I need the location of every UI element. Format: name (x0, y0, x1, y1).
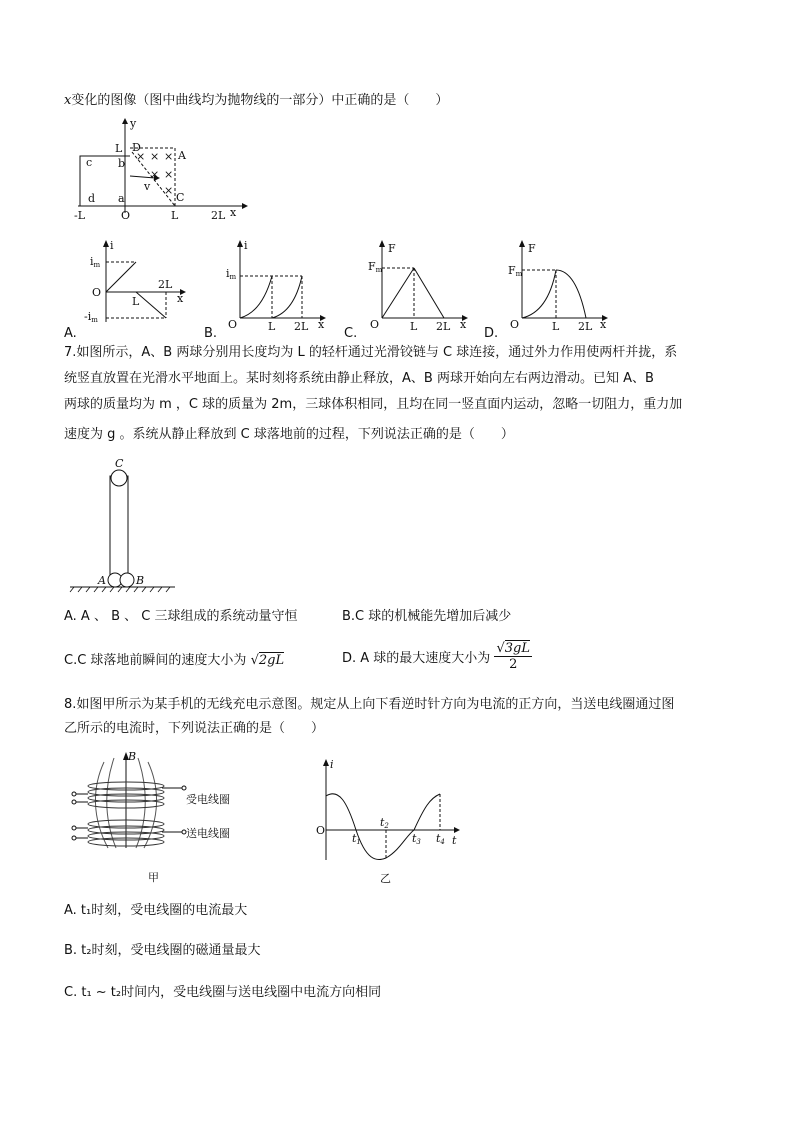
svg-text:×: × (164, 168, 174, 181)
graph-B (222, 239, 332, 333)
graph-A-label: A. (64, 326, 77, 341)
svg-text:Fm: Fm (368, 260, 383, 274)
svg-text:送电线圈: 送电线圈 (186, 827, 230, 840)
graph-D (504, 240, 614, 333)
svg-text:2L: 2L (294, 320, 309, 333)
fig1-c-label: c (86, 156, 93, 169)
svg-text:受电线圈: 受电线圈 (186, 793, 230, 806)
svg-text:i: i (110, 239, 114, 252)
svg-text:x: x (318, 318, 325, 331)
svg-text:x: x (177, 292, 184, 305)
q7-line4: 速度为 g 。系统从静止释放到 C 球落地前的过程，下列说法正确的是（ ） (64, 427, 514, 442)
svg-text:F: F (528, 242, 536, 255)
svg-text:A: A (98, 574, 106, 587)
q7-option-a: A. A 、 B 、 C 三球组成的系统动量守恒 (64, 609, 298, 624)
svg-text:×: × (150, 168, 160, 181)
svg-text:F: F (388, 242, 396, 255)
svg-text:im: im (90, 255, 101, 269)
svg-text:t1: t1 (352, 832, 361, 846)
svg-text:乙: 乙 (380, 872, 391, 885)
graph-C (364, 240, 474, 333)
fig1-negL-label: -L (74, 209, 86, 222)
svg-text:x: x (600, 318, 607, 331)
svg-text:x: x (460, 318, 467, 331)
q8-option-b: B. t₂时刻，受电线圈的磁通量最大 (64, 943, 261, 958)
svg-text:t2: t2 (380, 816, 389, 830)
fig1-C-label: C (176, 191, 185, 204)
q7-line1: 7.如图所示，A、B 两球分别用长度均为 L 的轻杆通过光滑铰链与 C 球连接，通过外力作用使两杆并拢，系 (64, 345, 678, 360)
svg-text:2L: 2L (436, 320, 451, 333)
fig1-L-label: L (115, 142, 123, 155)
fig1-a-label: a (118, 192, 125, 205)
intro-text: 变化的图像（图中曲线均为抛物线的一部分）中正确的是（ ） (71, 93, 449, 108)
svg-text:甲: 甲 (148, 871, 159, 884)
fig1-b-label: b (118, 157, 126, 170)
fig1-d-label: d (88, 192, 96, 205)
q7-option-c: C.C 球落地前瞬间的速度大小为 √2gL (64, 653, 285, 668)
intro-line (64, 94, 448, 107)
fig1-v-label: v (144, 180, 151, 193)
coil-figure (74, 748, 274, 883)
svg-text:2L: 2L (578, 320, 593, 333)
svg-text:B: B (136, 574, 145, 587)
q7-rod-figure (70, 458, 180, 593)
svg-text:L: L (410, 320, 418, 333)
fig1-2L-label: 2L (211, 209, 226, 222)
svg-text:t4: t4 (436, 832, 445, 846)
q7-line3: 两球的质量均为 m ，C 球的质量为 2m，三球体积相同，且均在同一竖直面内运动，忽略一切阻力，重力加 (64, 397, 683, 412)
q8-option-a: A. t₁时刻，受电线圈的电流最大 (64, 903, 248, 918)
svg-text:im: im (226, 267, 237, 281)
svg-text:B: B (128, 750, 137, 763)
svg-text:×: × (164, 150, 174, 163)
svg-text:Fm: Fm (508, 264, 523, 278)
svg-text:O: O (370, 318, 380, 331)
field-figure (70, 118, 250, 223)
svg-text:C: C (115, 457, 124, 470)
svg-text:i: i (244, 239, 248, 252)
svg-text:i: i (330, 758, 334, 771)
fig1-A-label: A (178, 149, 186, 162)
svg-text:×: × (150, 150, 160, 163)
fig1-O-label: O (121, 209, 131, 222)
graph-B-label: B. (204, 326, 218, 341)
svg-text:L: L (268, 320, 276, 333)
svg-text:O: O (92, 286, 102, 299)
graph-A (84, 240, 189, 328)
fig1-x-label: x (230, 206, 237, 219)
svg-text:O: O (316, 824, 326, 837)
q7-line2: 统竖直放置在光滑水平地面上。某时刻将系统由静止释放，A、B 两球开始向左右两边滑动。已知 A、B (64, 371, 654, 386)
svg-text:t3: t3 (412, 832, 421, 846)
q7-option-d: D. A 球的最大速度大小为 $\frac{√3gL}{2}$ (342, 641, 530, 672)
graph-D-label: D. (484, 326, 499, 341)
svg-text:L: L (132, 295, 140, 308)
svg-text:L: L (552, 320, 560, 333)
q8-option-c: C. t₁ ~ t₂时间内，受电线圈与送电线圈中电流方向相同 (64, 985, 382, 1000)
svg-text:×: × (164, 184, 174, 197)
intro-var: x (64, 93, 72, 108)
fig1-y-label: y (130, 117, 137, 130)
svg-text:-im: -im (84, 310, 98, 324)
svg-text:2L: 2L (158, 278, 173, 291)
svg-text:O: O (510, 318, 520, 331)
fig1-D-label: D (132, 141, 141, 154)
graph-C-label: C. (344, 326, 358, 341)
q7-option-b: B.C 球的机械能先增加后减少 (342, 609, 512, 624)
q8-line2: 乙所示的电流时，下列说法正确的是（ ） (64, 721, 325, 736)
svg-text:O: O (228, 318, 238, 331)
current-graph (314, 758, 464, 883)
fig1-L2-label: L (171, 209, 179, 222)
q8-line1: 8.如图甲所示为某手机的无线充电示意图。规定从上向下看逆时针方向为电流的正方向，当送电线圈通过图 (64, 697, 675, 712)
svg-text:×: × (136, 150, 146, 163)
svg-text:t: t (452, 834, 457, 847)
